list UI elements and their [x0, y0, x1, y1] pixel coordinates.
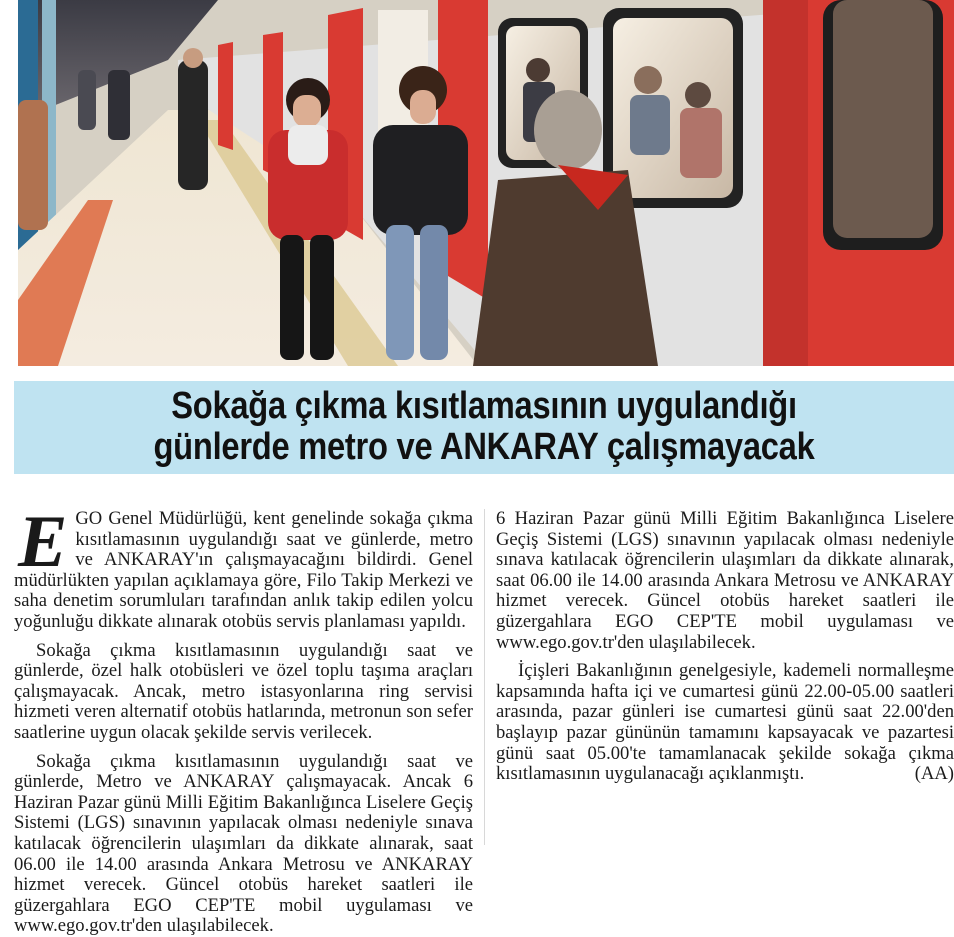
continued-text: 6 Haziran Pazar günü Milli Eğitim Bakanlığınca Liselere Geçiş Sistemi (LGS) sınavının yapılacak olması nedeniyle sınava katılacak öğrencilerin ulaşımları da dikkate alınarak, saat 06.00 ile 14.00 arasında Ankara Metrosu ve ANKARAY hizmet verecek. Güncel otobüs hareket saatleri ile güzergahlara EGO CEP'TE mobil uygulaması ve www.ego.gov.tr'den ulaşılabilecek.: [496, 508, 954, 653]
paragraph-3-text: Sokağa çıkma kısıtlamasının uygulandığı saat ve günlerde, Metro ve ANKARAY çalışmayacak. Ancak 6 Haziran Pazar günü Milli Eğitim Bakanlığınca Liselere Geçiş Sistemi (LGS) sınavının yapılacak olması nedeniyle sınava katılacak öğrencilerin ulaşımları da dikkate alınarak, saat 06.00 ile 14.00 arasında Ankara Metrosu ve ANKARAY hizmet verecek. Güncel otobüs hareket saatleri ile güzergahlara EGO CEP'TE mobil uygulaması ve www.ego.gov.tr'den ulaşılabilecek.: [14, 750, 473, 937]
headline-line-1: Sokağa çıkma kısıtlamasının uygulandığı: [171, 385, 797, 427]
article-paragraph: [14, 750, 473, 937]
metro-platform-photo: [18, 0, 954, 366]
article-column-left: [14, 501, 473, 937]
article-paragraph: Sokağa çıkma kısıtlamasının uygulandığı saat ve günlerde, özel halk otobüsleri ve özel toplu taşıma araçları çalışmayacak. Ancak, metro istasyonlarına ring servisi hizmeti veren alternatif otobüs hatlarında, metronun son sefer saatlerine uygun olacak şekilde servis verilecek.: [14, 639, 473, 743]
article-headline: [80, 381, 888, 468]
column-divider: [484, 509, 485, 845]
headline-banner: [14, 381, 954, 474]
drop-cap: E: [18, 501, 68, 583]
article-paragraph: [14, 501, 473, 633]
paragraph-4-text: İçişleri Bakanlığının genelgesiyle, kademeli normalleşme kapsamında hafta içi ve cumartesi günü 22.00-05.00 saatleri arasında, pazar günleri ise cumartesi günü saat 22.00'den başlayıp pazar gününün tamamını kapsayacak ve pazartesi günü saat 05.00'te tamamlanacak şekilde sokağa çıkma kısıtlamasının uygulanacağı açıklanmıştı.: [496, 660, 954, 785]
article-paragraph-continued: [496, 509, 954, 653]
article-column-right: [496, 509, 954, 785]
paragraph-1-text: GO Genel Müdürlüğü, kent genelinde sokağa çıkma kısıtlamasının uygulandığı saat ve günlerde, metro ve ANKARAY'ın çalışmayacağını bildirdi. Genel müdürlükten yapılan açıklamaya göre, Filo Takip Merkezi ve saha denetim sorumluları tarafından anlık takip edilen yolcu yoğunluğu dikkate alınarak otobüs servis planlaması yapıldı.: [14, 508, 473, 632]
byline: (AA): [914, 763, 954, 785]
headline-line-2: günlerde metro ve ANKARAY çalışmayacak: [153, 426, 815, 468]
